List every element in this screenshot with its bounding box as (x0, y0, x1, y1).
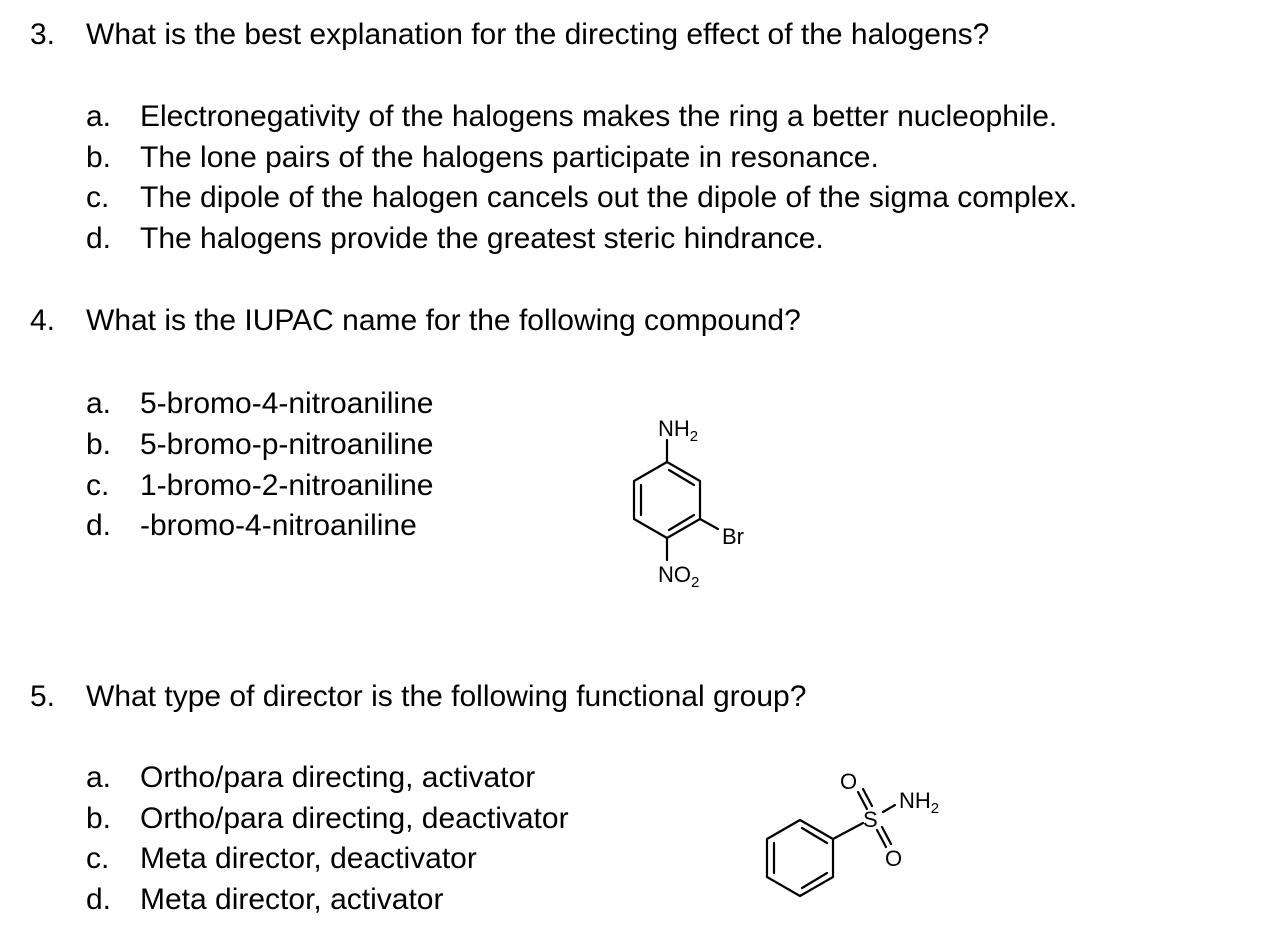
question-text: What is the IUPAC name for the following compound? (86, 304, 801, 337)
question-4-option-a (86, 387, 433, 421)
question-4-option-d (86, 509, 417, 543)
question-3-option-c (86, 181, 1077, 215)
question-4 (30, 304, 801, 338)
question-5 (30, 680, 806, 714)
question-5-option-c (86, 842, 477, 876)
option-text: Electronegativity of the halogens makes the ring a better nucleophile. (140, 100, 1058, 133)
option-letter: b. (86, 802, 112, 835)
option-text: 5-bromo-4-nitroaniline (140, 387, 434, 420)
option-letter: b. (86, 428, 112, 461)
bromo-label: Br (722, 524, 744, 549)
question-number: 4. (30, 304, 56, 337)
benzene-ring (767, 820, 833, 896)
option-letter: c. (86, 842, 110, 875)
question-number: 3. (30, 18, 56, 51)
option-text: The dipole of the halogen cancels out the dipole of the sigma complex. (140, 181, 1078, 214)
double-bond (669, 515, 694, 530)
option-text: -bromo-4-nitroaniline (140, 509, 417, 542)
double-bond (802, 828, 827, 843)
option-letter: a. (86, 387, 112, 420)
option-text: The lone pairs of the halogens participate in resonance. (140, 141, 879, 174)
question-5-option-a (86, 761, 535, 795)
question-number: 5. (30, 680, 56, 713)
option-text: 1-bromo-2-nitroaniline (140, 469, 434, 502)
nitroaniline-structure (620, 405, 760, 600)
option-text: Meta director, deactivator (140, 842, 477, 875)
question-5-option-b (86, 802, 569, 836)
question-text: What is the best explanation for the directing effect of the halogens? (86, 18, 990, 51)
option-letter: a. (86, 100, 112, 133)
amine-label: $NH_2$ (899, 788, 940, 817)
sulfur-label: S (863, 807, 878, 832)
nitro-label: $NO_2$ (658, 562, 700, 591)
amine-label: $NH_2$ (658, 416, 699, 445)
option-text: Meta director, activator (140, 883, 444, 916)
question-3-option-a (86, 100, 1057, 134)
option-text: Ortho/para directing, deactivator (140, 802, 569, 835)
option-text: 5-bromo-p-nitroaniline (140, 428, 434, 461)
option-text: The halogens provide the greatest steric hindrance. (140, 222, 824, 255)
sulfur-nitrogen-bond (883, 805, 895, 812)
oxygen-top-label: O (840, 769, 858, 794)
question-3-option-d (86, 222, 824, 256)
sulfonamide-structure (750, 765, 970, 915)
question-3 (30, 18, 989, 52)
option-text: Ortho/para directing, activator (140, 761, 536, 794)
question-4-option-c (86, 469, 433, 503)
option-letter: d. (86, 222, 112, 255)
question-4-option-b (86, 428, 433, 462)
carbon-sulfur-bond (833, 823, 863, 839)
bromo-bond (700, 519, 718, 529)
option-letter: d. (86, 883, 112, 916)
question-5-option-d (86, 883, 443, 917)
oxygen-bottom-label: O (885, 846, 903, 871)
question-3-option-b (86, 141, 879, 175)
option-letter: d. (86, 509, 112, 542)
option-letter: a. (86, 761, 112, 794)
option-letter: c. (86, 469, 110, 502)
question-text: What type of director is the following functional group? (86, 680, 807, 713)
double-bond (802, 873, 827, 888)
double-bond (669, 470, 694, 485)
option-letter: c. (86, 181, 110, 214)
benzene-ring (634, 462, 700, 538)
option-letter: b. (86, 141, 112, 174)
